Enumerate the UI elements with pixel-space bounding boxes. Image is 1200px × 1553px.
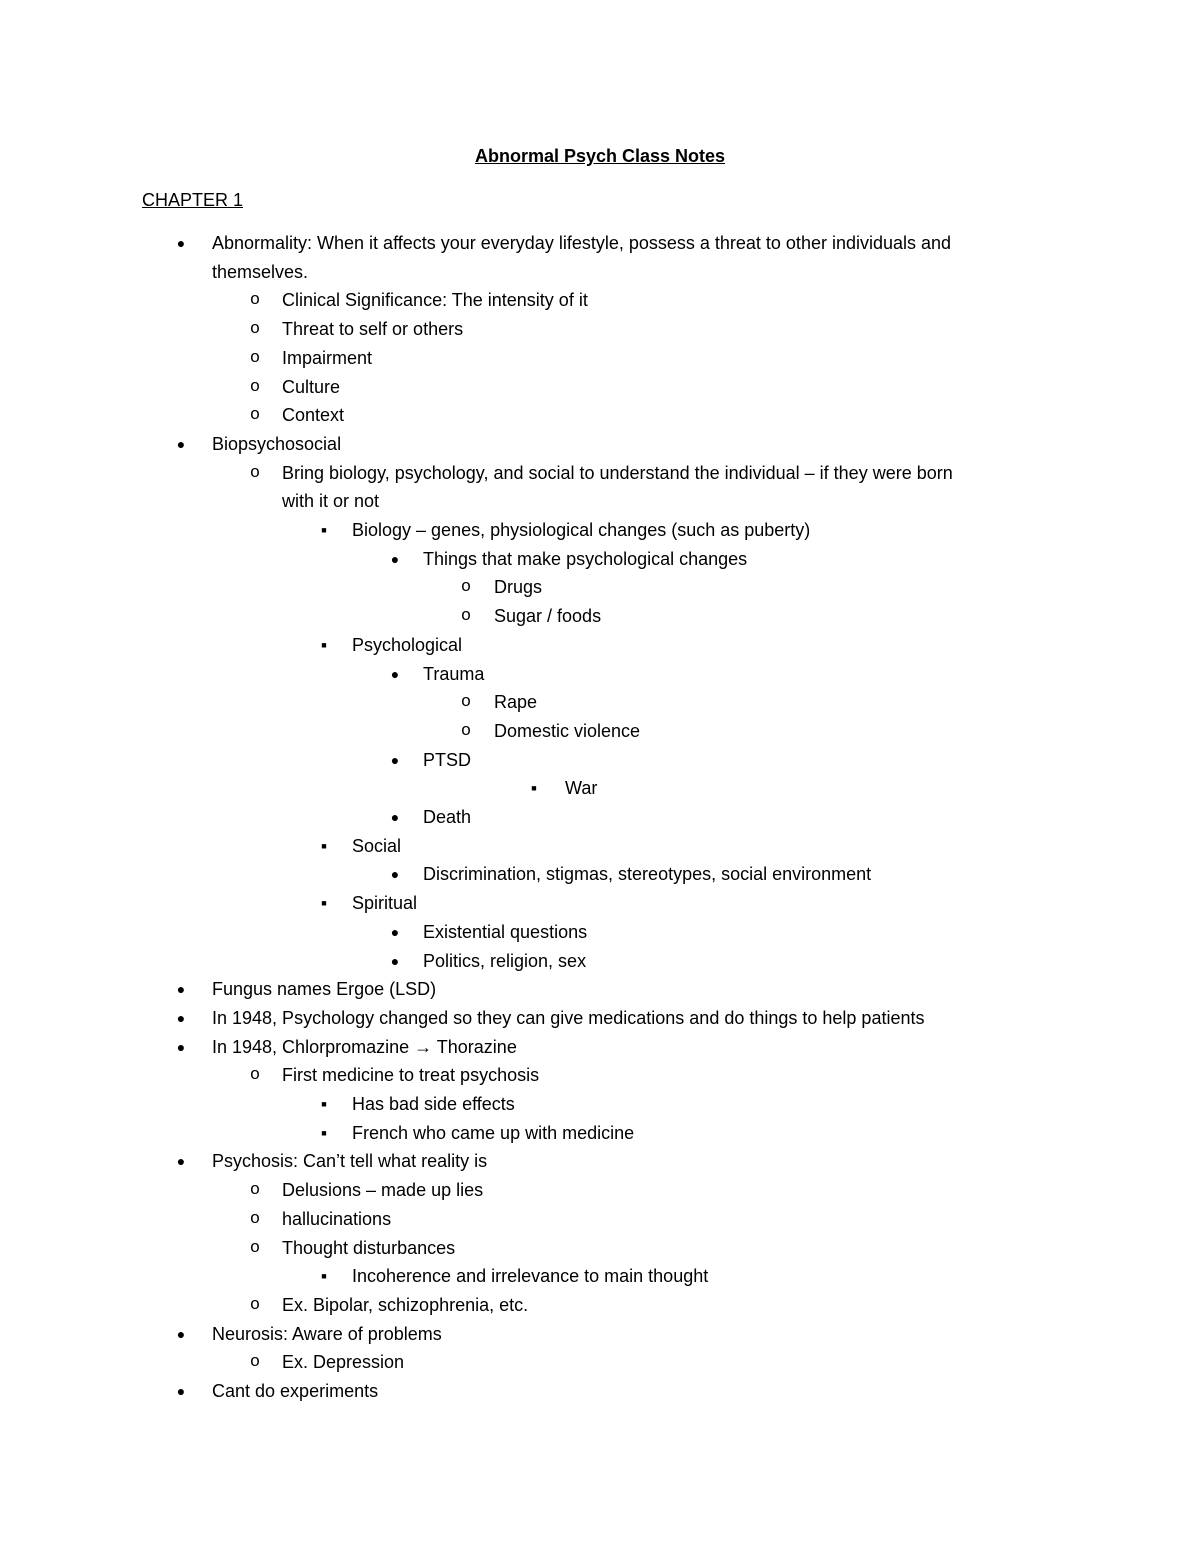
list-item-text: Has bad side effects (352, 1094, 515, 1114)
bullet-dot-icon: ● (390, 952, 400, 969)
list-item-text: In 1948, Psychology changed so they can give medications and do things to help patients (212, 1007, 925, 1028)
list-item-text: Thought disturbances (282, 1237, 456, 1258)
list-item-text: Ex. Bipolar, schizophrenia, etc. (282, 1294, 529, 1315)
bullet-square-icon: ■ (321, 525, 327, 535)
bullet-dot-icon: ● (176, 1325, 186, 1342)
list-item-text: In 1948, Chlorpromazine → Thorazine (212, 1036, 517, 1057)
bullet-square-icon: ■ (321, 1127, 327, 1138)
list-item-text: Drugs (494, 577, 543, 598)
list-item-text: Ex. Depression (282, 1352, 405, 1373)
bullet-circle-icon: o (249, 348, 261, 368)
bullet-circle-icon: o (249, 1295, 261, 1315)
bullet-circle-icon: o (249, 377, 261, 397)
bullet-dot-icon: ● (176, 1038, 186, 1055)
bullet-dot-icon: ● (176, 981, 186, 998)
bullet-dot-icon: ● (390, 550, 400, 567)
list-item-text: Discrimination, stigmas, stereotypes, social environment (423, 864, 872, 885)
bullet-circle-icon: o (460, 607, 472, 627)
bullet-dot-icon: ● (390, 866, 400, 883)
list-item-text: Neurosis: Aware of problems (212, 1323, 442, 1344)
bullet-dot-icon: ● (176, 1009, 186, 1026)
list-item-text: Biopsychosocial (212, 433, 342, 454)
list-item-text: Culture (282, 376, 341, 397)
bullet-dot-icon: ● (390, 809, 400, 825)
bullet-circle-icon: o (249, 463, 261, 483)
bullet-circle-icon: o (249, 320, 261, 340)
bullet-circle-icon: o (460, 693, 472, 713)
bullet-circle-icon: o (249, 406, 261, 426)
list-item-text: themselves. (212, 261, 309, 282)
bullet-circle-icon: o (249, 1066, 261, 1086)
list-item-text: Existential questions (423, 921, 588, 942)
list-item-text: Rape (494, 692, 538, 713)
list-item-text: French who came up with medicine (352, 1122, 635, 1143)
bullet-square-icon: ■ (321, 1099, 327, 1109)
list-item-text: Clinical Significance: The intensity of it (282, 290, 588, 311)
list-item-text: Death (423, 807, 472, 827)
bullet-circle-icon: o (249, 1353, 261, 1373)
list-item-text: Spiritual (352, 893, 418, 914)
bullet-dot-icon: ● (176, 1383, 186, 1399)
bullet-circle-icon: o (249, 291, 261, 311)
bullet-circle-icon: o (460, 721, 472, 741)
bullet-circle-icon: o (249, 1181, 261, 1201)
list-item-text: Politics, religion, sex (423, 950, 587, 971)
list-item-text: Delusions – made up lies (282, 1180, 484, 1201)
bullet-circle-icon: o (249, 1209, 261, 1229)
bullet-dot-icon: ● (390, 923, 400, 940)
bullet-circle-icon: o (460, 578, 472, 598)
bullet-dot-icon: ● (176, 435, 186, 452)
list-item-text: First medicine to treat psychosis (282, 1065, 540, 1086)
list-item-text: Things that make psychological changes (423, 548, 748, 569)
bullet-dot-icon: ● (176, 235, 186, 251)
list-item-text: with it or not (282, 491, 380, 512)
bullet-square-icon: ■ (321, 840, 327, 851)
bullet-square-icon: ■ (531, 783, 537, 794)
list-item-text: Psychological (352, 634, 463, 655)
list-item-text: Biology – genes, physiological changes (such as puberty) (352, 520, 811, 540)
bullet-dot-icon: ● (390, 751, 400, 768)
list-item-text: Social (352, 835, 402, 856)
list-item-text: Sugar / foods (494, 606, 602, 627)
bullet-circle-icon: o (249, 1238, 261, 1258)
list-item-text: Bring biology, psychology, and social to understand the individual – if they were born (282, 462, 953, 483)
bullet-square-icon: ■ (321, 1271, 327, 1282)
bullet-square-icon: ■ (321, 639, 327, 650)
bullet-square-icon: ■ (321, 898, 327, 909)
chapter-heading: CHAPTER 1 (142, 190, 244, 210)
bullet-dot-icon: ● (176, 1153, 186, 1170)
list-item-text: Trauma (423, 663, 485, 684)
list-item-text: War (565, 778, 598, 799)
list-item-text: Abnormality: When it affects your everyday lifestyle, possess a threat to other individuals and (212, 233, 952, 253)
list-item-text: Cant do experiments (212, 1381, 379, 1401)
list-item-text: hallucinations (282, 1208, 392, 1229)
list-item-text: Fungus names Ergoe (LSD) (212, 979, 437, 1000)
list-item-text: Context (282, 405, 345, 426)
list-item-text: PTSD (423, 749, 472, 770)
bullet-dot-icon: ● (390, 665, 400, 682)
document-title: Abnormal Psych Class Notes (474, 146, 726, 166)
list-item-text: Domestic violence (494, 720, 641, 741)
list-item-text: Incoherence and irrelevance to main thought (352, 1266, 709, 1287)
list-item-text: Psychosis: Can’t tell what reality is (212, 1151, 488, 1172)
list-item-text: Threat to self or others (282, 319, 464, 340)
list-item-text: Impairment (282, 347, 373, 368)
